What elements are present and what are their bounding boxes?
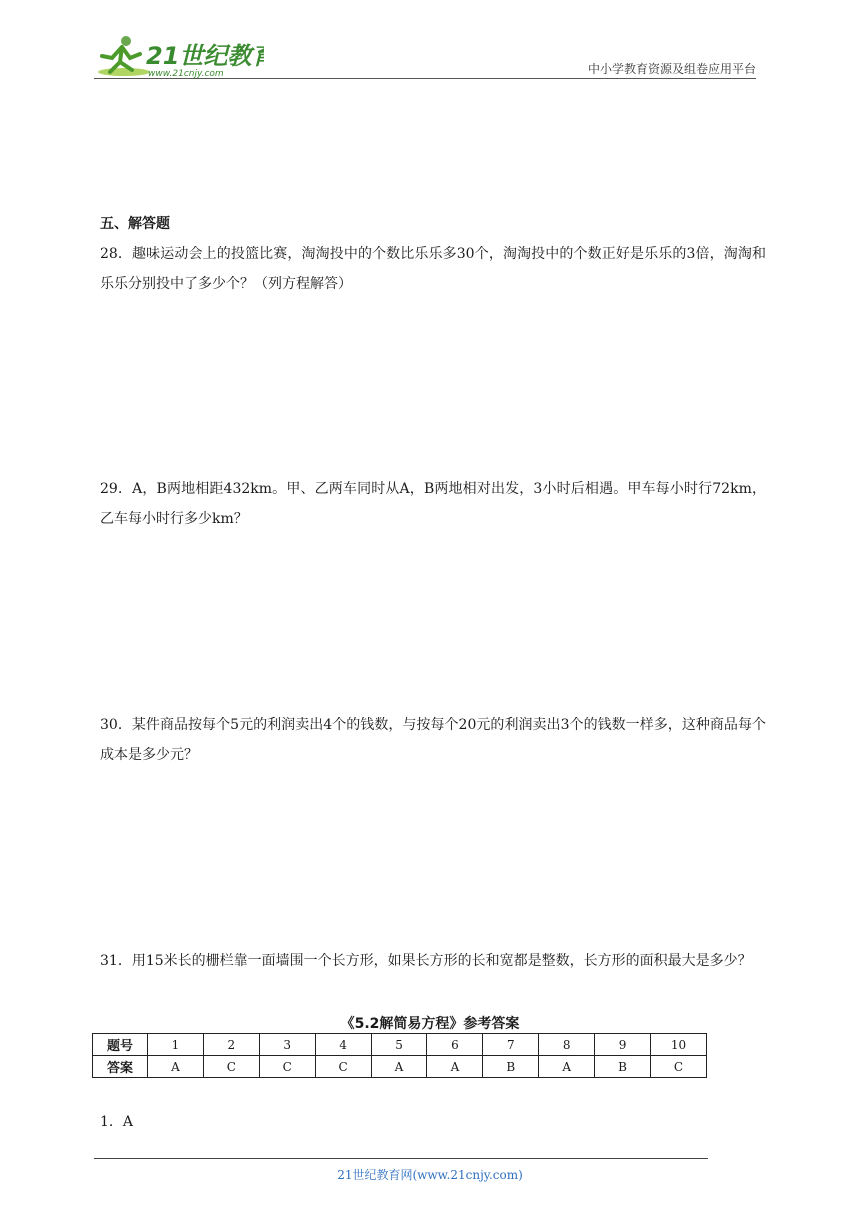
question-number: 1: [148, 1034, 204, 1056]
header-divider: [94, 78, 756, 79]
question-number: 2: [203, 1034, 259, 1056]
solution-1: 1．A: [100, 1114, 134, 1130]
question-number: 9: [595, 1034, 651, 1056]
answer-row-label: 答案: [93, 1056, 148, 1078]
question-number: 8: [539, 1034, 595, 1056]
footer-divider: [94, 1158, 708, 1159]
question-number: 5: [371, 1034, 427, 1056]
answer-cell: A: [427, 1056, 483, 1078]
question-31: 31．用15米长的栅栏靠一面墙围一个长方形，如果长方形的长和宽都是整数，长方形的面积最大是多少？: [100, 953, 752, 969]
number-row-label: 题号: [93, 1034, 148, 1056]
answer-cell: B: [483, 1056, 539, 1078]
question-number: 3: [259, 1034, 315, 1056]
answer-cell: A: [371, 1056, 427, 1078]
answer-cell: C: [203, 1056, 259, 1078]
answer-cell: A: [148, 1056, 204, 1078]
question-29: 29．A，B两地相距432km。甲、乙两车同时从A，B两地相对出发，3小时后相遇。甲车每小时行72km，乙车每小时行多少km？: [100, 481, 766, 527]
answer-cell: B: [595, 1056, 651, 1078]
site-logo: [94, 34, 264, 80]
question-number: 4: [315, 1034, 371, 1056]
question-number: 6: [427, 1034, 483, 1056]
answer-key-title: 《5.2解简易方程》参考答案: [340, 1016, 520, 1032]
question-30: 30．某件商品按每个5元的利润卖出4个的钱数，与按每个20元的利润卖出3个的钱数一样多，这种商品每个成本是多少元？: [100, 717, 766, 763]
runner-logo-icon: [94, 34, 264, 80]
answer-row: [93, 1056, 707, 1078]
answer-cell: C: [259, 1056, 315, 1078]
answer-cell: C: [315, 1056, 371, 1078]
answer-cell: C: [651, 1056, 707, 1078]
section-title: 五、解答题: [100, 216, 170, 232]
question-number: 10: [651, 1034, 707, 1056]
question-28: 28．趣味运动会上的投篮比赛，淘淘投中的个数比乐乐多30个，淘淘投中的个数正好是乐乐的3倍，淘淘和乐乐分别投中了多少个？（列方程解答）: [100, 246, 766, 292]
svg-text:21世纪教育: 21世纪教育: [146, 42, 264, 70]
number-row: [93, 1034, 707, 1056]
svg-text:www.21cnjy.com: www.21cnjy.com: [148, 69, 224, 79]
question-number: 7: [483, 1034, 539, 1056]
footer-link[interactable]: 21世纪教育网(www.21cnjy.com): [337, 1168, 523, 1182]
platform-caption: 中小学教育资源及组卷应用平台: [587, 62, 756, 76]
answer-table: [92, 1033, 707, 1078]
answer-cell: A: [539, 1056, 595, 1078]
